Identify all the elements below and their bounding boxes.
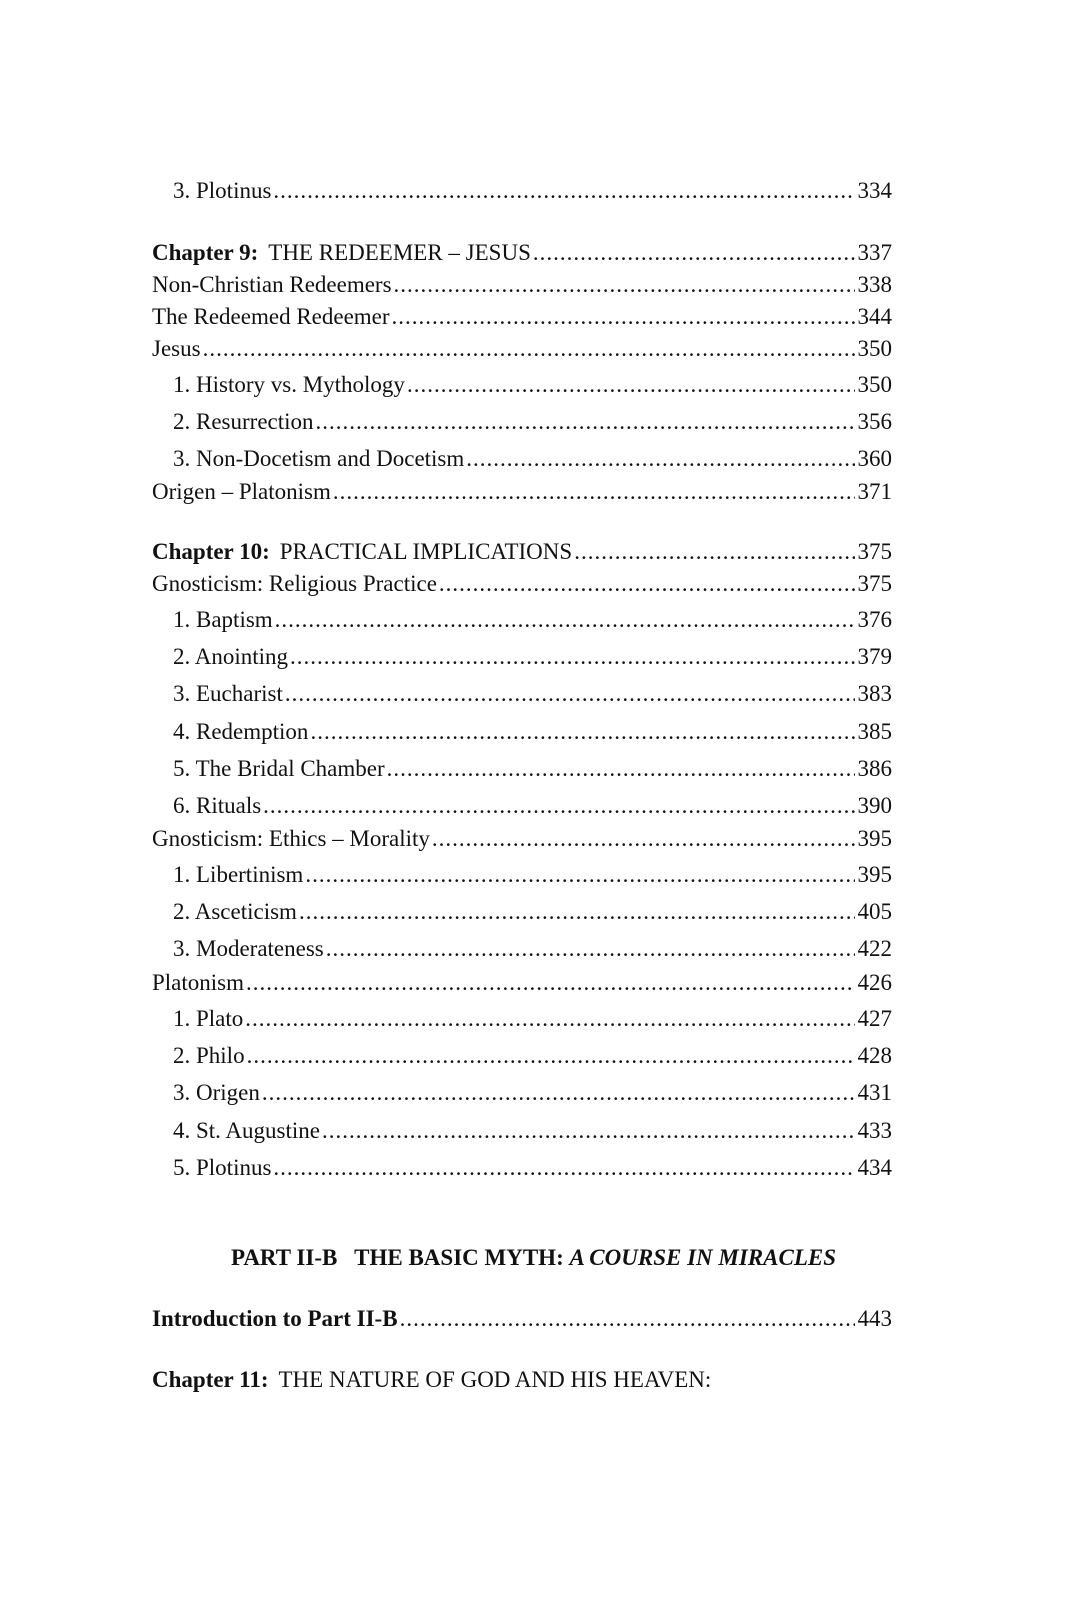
toc-page-number: 376 — [857, 607, 892, 632]
dot-leader — [203, 334, 855, 364]
toc-entry-label: Jesus — [152, 336, 201, 361]
toc-page-number: 375 — [857, 539, 892, 564]
dot-leader — [322, 1116, 855, 1146]
toc-chapter-entry[interactable] — [152, 238, 892, 268]
chapter-number: Chapter 9: — [152, 240, 259, 265]
dot-leader — [333, 477, 855, 507]
toc-page-number: 360 — [857, 446, 892, 471]
toc-entry-label: 2. Resurrection — [173, 409, 314, 434]
toc-entry-label: 5. The Bridal Chamber — [173, 756, 385, 781]
toc-entry[interactable] — [152, 1116, 892, 1146]
dot-leader — [262, 1078, 855, 1108]
dot-leader — [305, 860, 854, 890]
part-heading — [0, 1243, 1067, 1273]
toc-entry-label: Platonism — [152, 970, 245, 995]
toc-entry-label: 3. Plotinus — [173, 178, 272, 203]
dot-leader — [247, 1041, 855, 1071]
toc-entry-label: The Redeemed Redeemer — [152, 304, 390, 329]
toc-page-number: 383 — [857, 681, 892, 706]
toc-entry-label: 2. Philo — [173, 1043, 245, 1068]
toc-entry[interactable] — [152, 860, 892, 890]
dot-leader — [432, 824, 855, 854]
toc-page-number: 443 — [857, 1306, 892, 1331]
toc-page-number: 371 — [857, 479, 892, 504]
dot-leader — [466, 444, 854, 474]
chapter-number: Chapter 11: — [152, 1367, 269, 1392]
toc-page-number: 375 — [857, 571, 892, 596]
toc-chapter-entry[interactable] — [152, 1365, 892, 1395]
toc-page-number: 433 — [857, 1118, 892, 1143]
toc-entry-label: 3. Non-Docetism and Docetism — [173, 446, 465, 471]
toc-page-number: 379 — [857, 644, 892, 669]
toc-chapter-entry[interactable] — [152, 537, 892, 567]
toc-page-number: 350 — [857, 336, 892, 361]
toc-entry-label: 6. Rituals — [173, 793, 262, 818]
toc-entry-label: Gnosticism: Ethics – Morality — [152, 826, 430, 851]
toc-entry-label: 2. Asceticism — [173, 899, 297, 924]
dot-leader — [310, 717, 854, 747]
toc-page-number: 426 — [857, 970, 892, 995]
dot-leader — [574, 537, 854, 567]
dot-leader — [400, 1304, 855, 1334]
toc-entry[interactable] — [152, 444, 892, 474]
toc-page-number: 422 — [857, 936, 892, 961]
dot-leader — [299, 897, 855, 927]
toc-entry[interactable] — [152, 370, 892, 400]
chapter-number: Chapter 10: — [152, 539, 270, 564]
toc-page-number: 386 — [857, 756, 892, 781]
dot-leader — [246, 968, 854, 998]
toc-entry-label: 3. Eucharist — [173, 681, 283, 706]
toc-entry[interactable] — [152, 605, 892, 635]
dot-leader — [533, 238, 855, 268]
toc-entry-label: 3. Moderateness — [173, 936, 324, 961]
dot-leader — [285, 679, 855, 709]
toc-entry-label: 4. St. Augustine — [173, 1118, 320, 1143]
toc-entry-label: 4. Redemption — [173, 719, 309, 744]
toc-page-number: 338 — [857, 272, 892, 297]
toc-entry-label: 3. Origen — [173, 1080, 260, 1105]
toc-page-number: 385 — [857, 719, 892, 744]
dot-leader — [273, 176, 854, 206]
toc-page-number: 405 — [857, 899, 892, 924]
toc-entry[interactable] — [152, 934, 892, 964]
toc-entry-label: 1. Libertinism — [173, 862, 304, 887]
toc-entry[interactable] — [152, 407, 892, 437]
toc-entry[interactable] — [152, 1004, 892, 1034]
toc-entry[interactable] — [152, 1041, 892, 1071]
toc-page-number: 337 — [857, 240, 892, 265]
dot-leader — [273, 1153, 854, 1183]
toc-entry-label: 1. Baptism — [173, 607, 273, 632]
toc-entry-label: Origen – Platonism — [152, 479, 331, 504]
toc-page-number: 334 — [857, 178, 892, 203]
part-heading-prefix: PART II-B THE BASIC MYTH: — [230, 1245, 570, 1270]
dot-leader — [326, 934, 855, 964]
toc-page-number: 428 — [857, 1043, 892, 1068]
toc-entry[interactable] — [152, 334, 892, 364]
toc-entry[interactable] — [152, 968, 892, 998]
toc-entry[interactable] — [152, 754, 892, 784]
toc-page-number: 434 — [857, 1155, 892, 1180]
toc-entry[interactable] — [152, 1078, 892, 1108]
dot-leader — [394, 270, 855, 300]
intro-title: Introduction to Part II-B — [152, 1306, 398, 1331]
toc-page-number: 431 — [857, 1080, 892, 1105]
toc-entry-label: 2. Anointing — [173, 644, 289, 669]
toc-entry-label: Non-Christian Redeemers — [152, 272, 392, 297]
dot-leader — [263, 791, 854, 821]
dot-leader — [439, 569, 855, 599]
dot-leader — [392, 302, 855, 332]
toc-entry[interactable] — [152, 791, 892, 821]
dot-leader — [290, 642, 854, 672]
dot-leader — [387, 754, 855, 784]
toc-entry[interactable] — [152, 270, 892, 300]
toc-page-number: 356 — [857, 409, 892, 434]
chapter-title: THE REDEEMER – JESUS — [268, 240, 531, 265]
toc-entry[interactable] — [152, 679, 892, 709]
toc-entry[interactable] — [152, 477, 892, 507]
toc-page-number: 427 — [857, 1006, 892, 1031]
toc-entry-label: 1. Plato — [173, 1006, 244, 1031]
toc-page-number: 350 — [857, 372, 892, 397]
dot-leader — [407, 370, 855, 400]
dot-leader — [275, 605, 855, 635]
toc-entry[interactable] — [152, 302, 892, 332]
part-heading-italic: A COURSE IN MIRACLES — [569, 1245, 837, 1270]
toc-entry[interactable] — [152, 569, 892, 599]
toc-entry[interactable] — [152, 176, 892, 206]
chapter-title: THE NATURE OF GOD AND HIS HEAVEN: — [278, 1367, 712, 1392]
toc-entry-label: Gnosticism: Religious Practice — [152, 571, 437, 596]
toc-entry[interactable] — [152, 897, 892, 927]
toc-entry[interactable] — [152, 642, 892, 672]
chapter-title: PRACTICAL IMPLICATIONS — [279, 539, 573, 564]
toc-entry[interactable] — [152, 824, 892, 854]
toc-entry[interactable] — [152, 1153, 892, 1183]
toc-intro-entry[interactable] — [152, 1304, 892, 1334]
toc-entry-label: 5. Plotinus — [173, 1155, 272, 1180]
dot-leader — [316, 407, 855, 437]
toc-entry[interactable] — [152, 717, 892, 747]
toc-page-number: 395 — [857, 826, 892, 851]
dot-leader — [245, 1004, 854, 1034]
toc-page-number: 395 — [857, 862, 892, 887]
toc-page-number: 390 — [857, 793, 892, 818]
toc-page-number: 344 — [857, 304, 892, 329]
toc-entry-label: 1. History vs. Mythology — [173, 372, 405, 397]
